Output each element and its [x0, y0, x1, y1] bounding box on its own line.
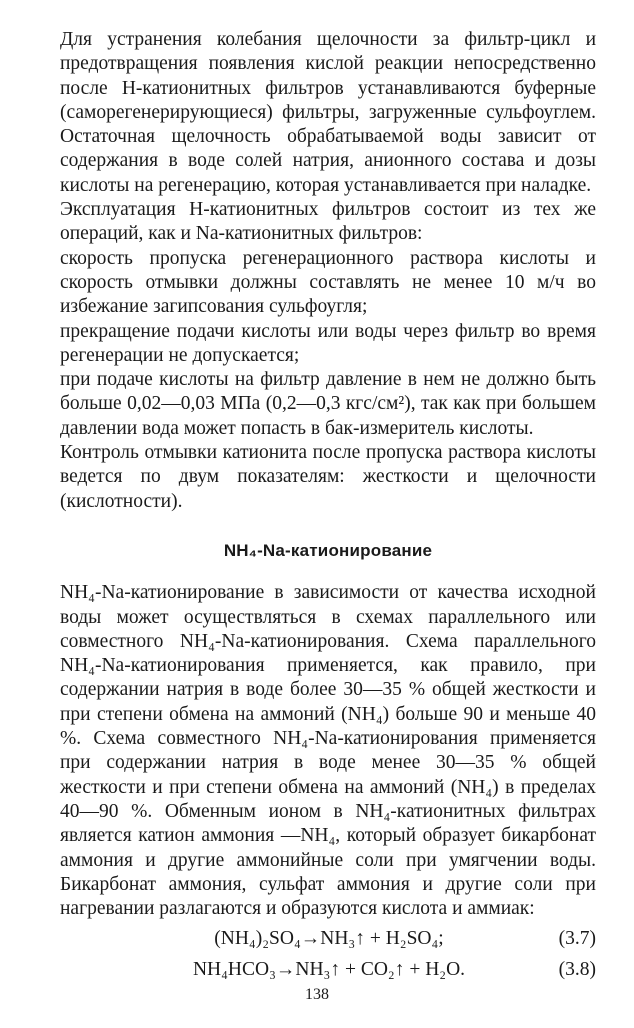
paragraph-nh4-na: NH₄-Na-катионирование в зависимости от качества исходной воды может осуществляться в схемах параллельного или совместного NH₄-Na-катионирования. Схема параллельного NH₄-Na-катионирования применяется, как правило, при содержании натрия в воде более 30—35 % общей жесткости и при степени обмена на аммоний (NH₄) больше 90 и меньше 40 %. Схема совместного NH₄-Na-катионирования применяется при содержании натрия в воде менее 30—35 % общей жесткости и при степени обмена на аммоний (NH₄) в пределах 40—90 %. Обменным ионом в NH₄-катионитных фильтрах является катион аммония —NH₄, который образует бикарбонат аммония и другие аммонийные соли при умягчении воды. Бикарбонат аммония, сульфат аммония и другие соли при нагревании разлагаются и образуются кислота и аммиак:: [60, 582, 596, 920]
page-body: [60, 28, 596, 982]
formula-3-8: [60, 958, 596, 982]
section-heading: NH₄-Na-катионирование: [223, 540, 433, 560]
formula-number: (3.8): [558, 958, 596, 980]
paragraph-buffer-filters: Для устранения колебания щелочности за фильтр-цикл и предотвращения появления кислой реакции непосредственно после Н-катионитных фильтров устанавливаются буферные (саморегенерирующиеся) фильтры, загруженные сульфоуглем. Остаточная щелочность обрабатываемой воды зависит от содержания в воде солей натрия, анионного состава и дозы кислоты на регенерацию, которая устанавливается при наладке.: [60, 29, 596, 196]
page-number: 138: [305, 986, 329, 1003]
paragraph-rate: скорость пропуска регенерационного раствора кислоты и скорость отмывки должны составлять не менее 10 м/ч во избежание загипсования сульфоугля;: [60, 247, 596, 318]
paragraph-operation: Эксплуатация Н-катионитных фильтров состоит из тех же операций, как и Na-катионитных фильтров:: [60, 199, 596, 245]
paragraph-stop-supply: прекращение подачи кислоты или воды через фильтр во время регенерации не допускается;: [60, 320, 596, 366]
formula-3-7: [60, 927, 596, 951]
formula-expression: (NH₄)₂SO₄→NH₃↑ + H₂SO₄;: [214, 928, 444, 950]
formula-expression: NH₄HCO₃→NH₃↑ + CO₂↑ + H₂O.: [192, 958, 466, 980]
paragraph-control: Контроль отмывки катионита после пропуска раствора кислоты ведется по двум показателям: жесткости и щелочности (кислотности).: [60, 442, 596, 512]
paragraph-pressure: при подаче кислоты на фильтр давление в нем не должно быть больше 0,02—0,03 МПа (0,2—0,3 кгс/см²), так как при большем давлении вода может попасть в бак-измеритель кислоты.: [60, 369, 596, 439]
formula-number: (3.7): [558, 928, 596, 950]
